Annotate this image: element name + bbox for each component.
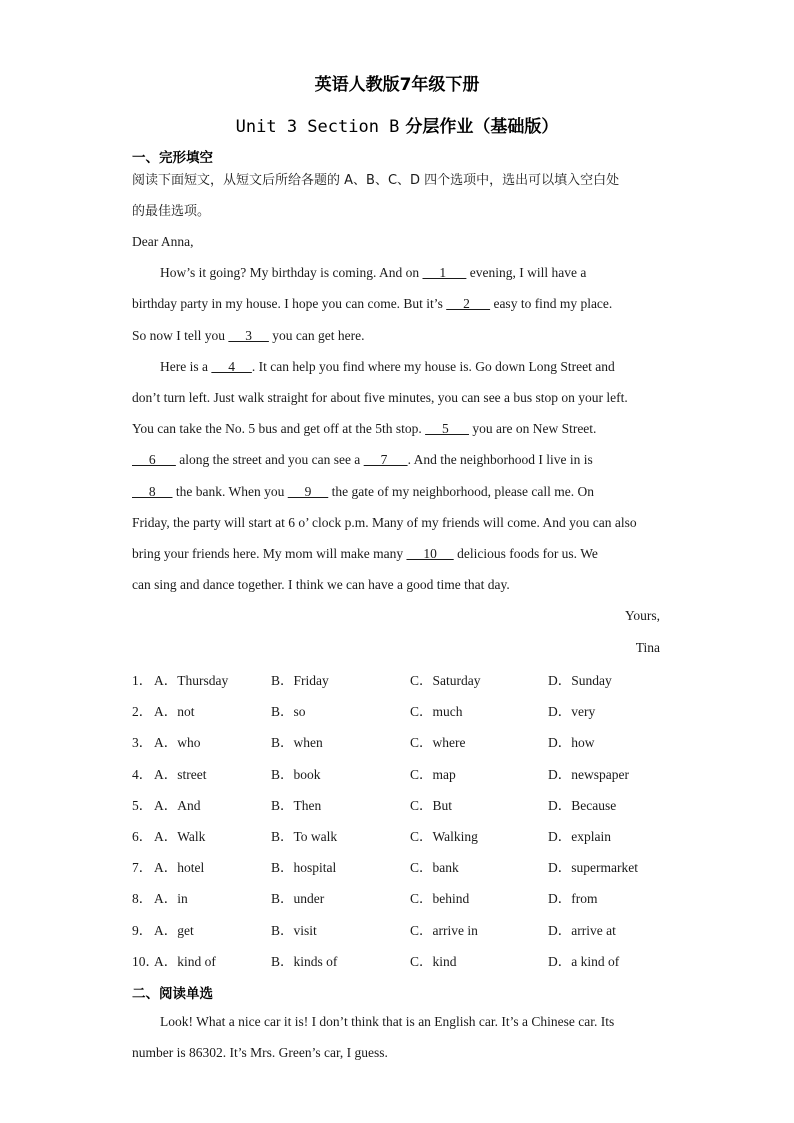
document-subtitle — [0, 112, 794, 137]
option-d: D．from — [548, 891, 598, 906]
blank-4: 4 — [211, 359, 252, 374]
blank-3: 3 — [228, 328, 269, 343]
question-options-row — [132, 919, 692, 939]
passage-line — [132, 357, 662, 377]
passage-text: you are on New Street. — [468, 421, 597, 436]
option-b: B．when — [271, 735, 323, 750]
question-number: 10． — [132, 954, 159, 969]
option-a: A．who — [154, 735, 201, 750]
option-b: B．kinds of — [271, 954, 338, 969]
option-d: D．very — [548, 704, 596, 719]
passage-line — [132, 263, 662, 283]
instruction-line-1: 阅读下面短文，从短文后所给各题的 A、B、C、D 四个选项中，选出可以填入空白处 — [132, 173, 620, 188]
option-b: B．so — [271, 704, 306, 719]
passage-line — [132, 294, 662, 314]
question-options-row — [132, 731, 692, 751]
option-d: D．a kind of — [548, 954, 620, 969]
passage-text: evening, I will have a — [466, 265, 587, 280]
question-options-row — [132, 700, 692, 720]
subtitle-cn: 分层作业（基础版） — [399, 117, 559, 137]
subtitle-unit: Unit 3 Section B — [235, 117, 400, 137]
passage-line: Friday, the party will start at 6 o’ clock p.m. Many of my friends will come. And you can also — [132, 515, 637, 530]
option-a: A．in — [154, 891, 188, 906]
passage-text: delicious foods for us. We — [453, 546, 598, 561]
option-a: A．street — [154, 767, 207, 782]
option-b: B．hospital — [271, 860, 337, 875]
option-a: A．not — [154, 704, 195, 719]
passage-text: the bank. When you — [172, 484, 288, 499]
option-b: B．visit — [271, 923, 317, 938]
option-b: B．under — [271, 891, 325, 906]
question-number: 4． — [132, 767, 153, 782]
section-heading-cloze: 一、完形填空 — [132, 150, 213, 166]
blank-5: 5 — [425, 421, 469, 436]
passage-line: Look! What a nice car it is! I don’t think that is an English car. It’s a Chinese car. Its — [160, 1014, 615, 1029]
blank-7: 7 — [363, 452, 408, 467]
passage-text: You can take the No. 5 bus and get off at the 5th stop. — [132, 421, 426, 436]
passage-text: birthday party in my house. I hope you can come. But it’s — [132, 296, 447, 311]
passage-line: don’t turn left. Just walk straight for about five minutes, you can see a bus stop on your left. — [132, 390, 628, 405]
blank-8: 8 — [132, 484, 173, 499]
option-c: C．bank — [410, 860, 459, 875]
passage-line — [132, 419, 662, 439]
option-c: C．But — [410, 798, 453, 813]
question-options-row — [132, 763, 692, 783]
passage-text: along the street and you can see a — [175, 452, 364, 467]
option-c: C．behind — [410, 891, 470, 906]
blank-9: 9 — [287, 484, 329, 499]
option-a: A．Walk — [154, 829, 206, 844]
question-number: 2． — [132, 704, 153, 719]
option-d: D．arrive at — [548, 923, 616, 938]
passage-line: number is 86302. It’s Mrs. Green’s car, I guess. — [132, 1045, 388, 1060]
passage-line — [132, 544, 662, 564]
passage-text: you can get here. — [268, 328, 365, 343]
question-number: 3． — [132, 735, 153, 750]
option-a: A．Thursday — [154, 673, 229, 688]
passage-text: . And the neighborhood I live in is — [407, 452, 593, 467]
option-a: A．kind of — [154, 954, 216, 969]
option-b: B．Friday — [271, 673, 329, 688]
option-a: A．get — [154, 923, 194, 938]
passage-text: easy to find my place. — [490, 296, 613, 311]
option-c: C．map — [410, 767, 456, 782]
question-number: 7． — [132, 860, 153, 875]
passage-text: the gate of my neighborhood, please call me. On — [328, 484, 595, 499]
question-number: 5． — [132, 798, 153, 813]
option-d: D．Sunday — [548, 673, 612, 688]
question-number: 9． — [132, 923, 153, 938]
option-b: B．Then — [271, 798, 322, 813]
passage-line: can sing and dance together. I think we can have a good time that day. — [132, 577, 510, 592]
passage-text: bring your friends here. My mom will make many — [132, 546, 407, 561]
letter-closing: Yours, — [624, 608, 660, 623]
passage-text: . It can help you find where my house is. Go down Long Street and — [251, 359, 615, 374]
question-options-row — [132, 794, 692, 814]
option-d: D．supermarket — [548, 860, 638, 875]
question-options-row — [132, 825, 692, 845]
option-b: B．book — [271, 767, 321, 782]
question-number: 8． — [132, 891, 153, 906]
option-c: C．kind — [410, 954, 457, 969]
letter-greeting: Dear Anna, — [132, 234, 194, 249]
question-number: 6． — [132, 829, 153, 844]
option-a: A．hotel — [154, 860, 205, 875]
question-options-row — [132, 887, 692, 907]
option-b: B．To walk — [271, 829, 338, 844]
passage-line — [132, 482, 662, 502]
passage-text: How’s it going? My birthday is coming. And on — [160, 265, 423, 280]
option-c: C．much — [410, 704, 463, 719]
letter-signature: Tina — [635, 640, 660, 655]
option-d: D．how — [548, 735, 595, 750]
passage-line — [132, 450, 662, 470]
option-c: C．where — [410, 735, 466, 750]
passage-line — [132, 326, 662, 346]
option-c: C．Saturday — [410, 673, 481, 688]
instruction-line-2: 的最佳选项。 — [132, 204, 211, 219]
question-options-row — [132, 950, 692, 970]
passage-text: Here is a — [160, 359, 212, 374]
option-d: D．Because — [548, 798, 617, 813]
blank-1: 1 — [422, 265, 467, 280]
option-c: C．Walking — [410, 829, 478, 844]
question-number: 1． — [132, 673, 153, 688]
blank-6: 6 — [132, 452, 176, 467]
section-heading-reading: 二、阅读单选 — [132, 986, 213, 1002]
blank-2: 2 — [446, 296, 491, 311]
question-options-row — [132, 669, 692, 689]
option-c: C．arrive in — [410, 923, 478, 938]
document-title: 英语人教版7年级下册 — [314, 75, 480, 95]
option-a: A．And — [154, 798, 201, 813]
option-d: D．newspaper — [548, 767, 629, 782]
blank-10: 10 — [406, 546, 454, 561]
option-d: D．explain — [548, 829, 611, 844]
question-options-row — [132, 856, 692, 876]
passage-text: So now I tell you — [132, 328, 229, 343]
